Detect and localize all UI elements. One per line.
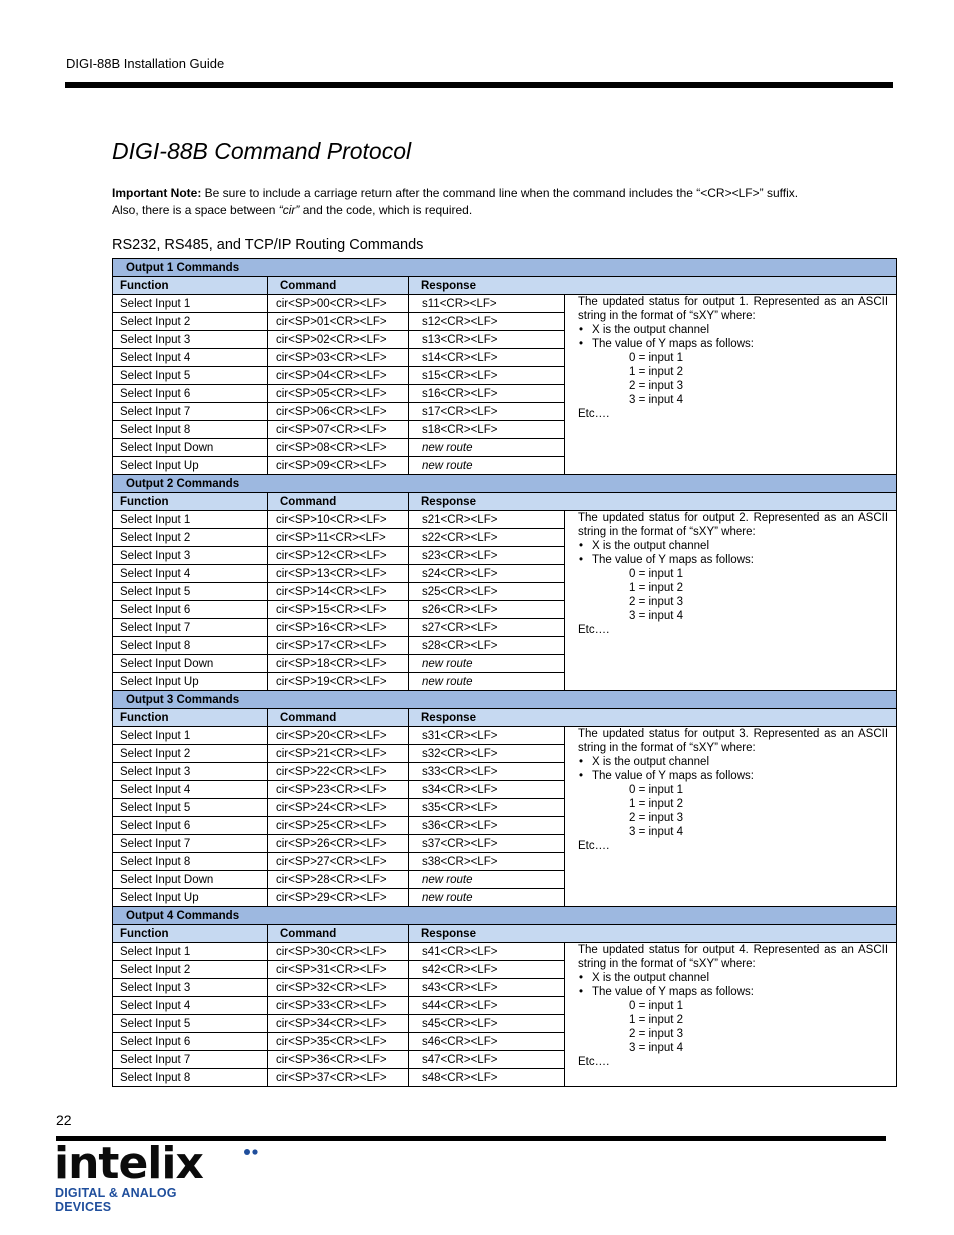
- description-map-line: 3 = input 4: [629, 610, 684, 622]
- cell-response: s47<CR><LF>: [409, 1051, 565, 1069]
- page-number: 22: [56, 1112, 72, 1128]
- cell-response: new route: [409, 457, 565, 475]
- cell-response: s45<CR><LF>: [409, 1015, 565, 1033]
- logo-wordmark: intelix: [54, 1138, 203, 1189]
- cell-response: s12<CR><LF>: [409, 313, 565, 331]
- cell-command: cir<SP>11<CR><LF>: [268, 529, 409, 547]
- section-title: Output 1 Commands: [113, 259, 897, 277]
- cell-response: s14<CR><LF>: [409, 349, 565, 367]
- routing-commands-body: [113, 259, 897, 1087]
- cell-command: cir<SP>12<CR><LF>: [268, 547, 409, 565]
- cell-function: Select Input 2: [113, 745, 268, 763]
- description-main: The updated status for output 1. Represented as an ASCII string in the format of “sXY” where:: [578, 296, 889, 322]
- cell-command: cir<SP>23<CR><LF>: [268, 781, 409, 799]
- cell-response: s23<CR><LF>: [409, 547, 565, 565]
- description-main: The updated status for output 2. Represented as an ASCII string in the format of “sXY” where:: [578, 512, 889, 538]
- cell-function: Select Input 2: [113, 313, 268, 331]
- cell-command: cir<SP>19<CR><LF>: [268, 673, 409, 691]
- note-text-2c: and the code, which is required.: [299, 203, 473, 217]
- description-map-line: 0 = input 1: [629, 784, 684, 796]
- section-header-row: [113, 259, 897, 277]
- cell-function: Select Input 7: [113, 1051, 268, 1069]
- important-note: [112, 185, 902, 219]
- cell-function: Select Input 7: [113, 619, 268, 637]
- description-map-line: 1 = input 2: [629, 582, 684, 594]
- cell-command: cir<SP>34<CR><LF>: [268, 1015, 409, 1033]
- column-header-response: Response: [409, 277, 897, 295]
- cell-function: Select Input 8: [113, 1069, 268, 1087]
- column-header-function: Function: [113, 493, 268, 511]
- description-bullet: • The value of Y maps as follows:: [578, 985, 888, 999]
- cell-response: s24<CR><LF>: [409, 565, 565, 583]
- cell-command: cir<SP>22<CR><LF>: [268, 763, 409, 781]
- cell-function: Select Input 5: [113, 1015, 268, 1033]
- cell-command: cir<SP>35<CR><LF>: [268, 1033, 409, 1051]
- description-map-line: 0 = input 1: [629, 1000, 684, 1012]
- cell-response: s46<CR><LF>: [409, 1033, 565, 1051]
- description-bullet: • X is the output channel: [578, 539, 888, 553]
- cell-command: cir<SP>17<CR><LF>: [268, 637, 409, 655]
- cell-function: Select Input 5: [113, 583, 268, 601]
- cell-response: s32<CR><LF>: [409, 745, 565, 763]
- cell-command: cir<SP>10<CR><LF>: [268, 511, 409, 529]
- description-bullet: • The value of Y maps as follows:: [578, 553, 888, 567]
- cell-response: s11<CR><LF>: [409, 295, 565, 313]
- description-bullet: • X is the output channel: [578, 971, 888, 985]
- column-header-response: Response: [409, 709, 897, 727]
- cell-function: Select Input 6: [113, 1033, 268, 1051]
- cell-command: cir<SP>26<CR><LF>: [268, 835, 409, 853]
- description-map-line: 2 = input 3: [629, 596, 684, 608]
- table-row: [113, 295, 897, 313]
- column-header-row: [113, 277, 897, 295]
- description-map-line: 3 = input 4: [629, 826, 684, 838]
- column-header-function: Function: [113, 277, 268, 295]
- cell-function: Select Input 8: [113, 853, 268, 871]
- cell-response: s26<CR><LF>: [409, 601, 565, 619]
- cell-function: Select Input 3: [113, 763, 268, 781]
- response-description: [565, 511, 897, 691]
- cell-function: Select Input 8: [113, 421, 268, 439]
- description-map-line: 1 = input 2: [629, 366, 684, 378]
- column-header-response: Response: [409, 925, 897, 943]
- cell-response: s18<CR><LF>: [409, 421, 565, 439]
- cell-function: Select Input 1: [113, 295, 268, 313]
- cell-command: cir<SP>21<CR><LF>: [268, 745, 409, 763]
- cell-command: cir<SP>31<CR><LF>: [268, 961, 409, 979]
- description-map-line: 0 = input 1: [629, 352, 684, 364]
- running-header-title: DIGI-88B Installation Guide: [66, 56, 225, 71]
- description-etc: Etc….: [578, 840, 610, 852]
- cell-response: s28<CR><LF>: [409, 637, 565, 655]
- column-header-command: Command: [268, 277, 409, 295]
- cell-command: cir<SP>15<CR><LF>: [268, 601, 409, 619]
- cell-function: Select Input 3: [113, 979, 268, 997]
- cell-command: cir<SP>25<CR><LF>: [268, 817, 409, 835]
- cell-command: cir<SP>04<CR><LF>: [268, 367, 409, 385]
- table-row: [113, 511, 897, 529]
- cell-command: cir<SP>08<CR><LF>: [268, 439, 409, 457]
- cell-response: s21<CR><LF>: [409, 511, 565, 529]
- cell-response: new route: [409, 655, 565, 673]
- description-map-line: 3 = input 4: [629, 394, 684, 406]
- cell-response: s43<CR><LF>: [409, 979, 565, 997]
- cell-response: s37<CR><LF>: [409, 835, 565, 853]
- cell-command: cir<SP>27<CR><LF>: [268, 853, 409, 871]
- column-header-command: Command: [268, 493, 409, 511]
- cell-response: s16<CR><LF>: [409, 385, 565, 403]
- cell-function: Select Input Up: [113, 673, 268, 691]
- cell-command: cir<SP>01<CR><LF>: [268, 313, 409, 331]
- cell-response: new route: [409, 889, 565, 907]
- table-row: [113, 943, 897, 961]
- cell-function: Select Input 7: [113, 835, 268, 853]
- section-title: Output 3 Commands: [113, 691, 897, 709]
- cell-command: cir<SP>37<CR><LF>: [268, 1069, 409, 1087]
- cell-command: cir<SP>02<CR><LF>: [268, 331, 409, 349]
- cell-response: s31<CR><LF>: [409, 727, 565, 745]
- cell-command: cir<SP>29<CR><LF>: [268, 889, 409, 907]
- description-map-line: 0 = input 1: [629, 568, 684, 580]
- cell-command: cir<SP>13<CR><LF>: [268, 565, 409, 583]
- cell-function: Select Input 5: [113, 367, 268, 385]
- section-subheading: RS232, RS485, and TCP/IP Routing Commands: [112, 237, 424, 253]
- cell-function: Select Input 2: [113, 961, 268, 979]
- cell-command: cir<SP>06<CR><LF>: [268, 403, 409, 421]
- cell-command: cir<SP>18<CR><LF>: [268, 655, 409, 673]
- cell-response: s42<CR><LF>: [409, 961, 565, 979]
- description-bullet: • X is the output channel: [578, 755, 888, 769]
- cell-function: Select Input 3: [113, 547, 268, 565]
- description-map-line: 3 = input 4: [629, 1042, 684, 1054]
- cell-command: cir<SP>05<CR><LF>: [268, 385, 409, 403]
- description-map-line: 1 = input 2: [629, 1014, 684, 1026]
- cell-command: cir<SP>14<CR><LF>: [268, 583, 409, 601]
- intelix-logo: [54, 1138, 234, 1214]
- header-rule: [65, 82, 893, 88]
- logo-tagline: DIGITAL & ANALOG DEVICES: [55, 1186, 177, 1214]
- cell-command: cir<SP>30<CR><LF>: [268, 943, 409, 961]
- cell-function: Select Input 4: [113, 781, 268, 799]
- cell-function: Select Input Down: [113, 439, 268, 457]
- cell-command: cir<SP>07<CR><LF>: [268, 421, 409, 439]
- cell-response: s48<CR><LF>: [409, 1069, 565, 1087]
- description-bullet: • The value of Y maps as follows:: [578, 769, 888, 783]
- cell-function: Select Input Down: [113, 871, 268, 889]
- cell-command: cir<SP>36<CR><LF>: [268, 1051, 409, 1069]
- cell-function: Select Input 4: [113, 349, 268, 367]
- cell-response: new route: [409, 673, 565, 691]
- section-header-row: [113, 475, 897, 493]
- description-map-line: 2 = input 3: [629, 1028, 684, 1040]
- cell-response: s33<CR><LF>: [409, 763, 565, 781]
- column-header-function: Function: [113, 925, 268, 943]
- cell-function: Select Input 5: [113, 799, 268, 817]
- cell-response: s17<CR><LF>: [409, 403, 565, 421]
- cell-function: Select Input Up: [113, 889, 268, 907]
- cell-response: s34<CR><LF>: [409, 781, 565, 799]
- note-text-2b: “cir”: [278, 203, 300, 217]
- logo-dots-icon: [243, 1148, 273, 1162]
- cell-response: s38<CR><LF>: [409, 853, 565, 871]
- cell-function: Select Input 6: [113, 817, 268, 835]
- cell-response: new route: [409, 439, 565, 457]
- description-etc: Etc….: [578, 408, 610, 420]
- description-bullet: • The value of Y maps as follows:: [578, 337, 888, 351]
- column-header-command: Command: [268, 925, 409, 943]
- note-text-2a: Also, there is a space between: [112, 203, 279, 217]
- cell-command: cir<SP>00<CR><LF>: [268, 295, 409, 313]
- description-etc: Etc….: [578, 624, 610, 636]
- column-header-response: Response: [409, 493, 897, 511]
- column-header-function: Function: [113, 709, 268, 727]
- cell-function: Select Input 4: [113, 565, 268, 583]
- cell-command: cir<SP>28<CR><LF>: [268, 871, 409, 889]
- page-title: DIGI-88B Command Protocol: [112, 138, 412, 164]
- cell-command: cir<SP>16<CR><LF>: [268, 619, 409, 637]
- cell-function: Select Input 6: [113, 385, 268, 403]
- cell-function: Select Input 2: [113, 529, 268, 547]
- cell-command: cir<SP>20<CR><LF>: [268, 727, 409, 745]
- note-label: Important Note:: [112, 186, 202, 200]
- cell-command: cir<SP>33<CR><LF>: [268, 997, 409, 1015]
- response-description: [565, 943, 897, 1087]
- description-map-line: 1 = input 2: [629, 798, 684, 810]
- note-text-1: Be sure to include a carriage return after the command line when the command includes the “<CR><LF>” suffix.: [201, 186, 799, 200]
- description-bullet: • X is the output channel: [578, 323, 888, 337]
- cell-response: s41<CR><LF>: [409, 943, 565, 961]
- description-main: The updated status for output 3. Represented as an ASCII string in the format of “sXY” where:: [578, 728, 889, 754]
- column-header-row: [113, 925, 897, 943]
- column-header-row: [113, 493, 897, 511]
- cell-command: cir<SP>32<CR><LF>: [268, 979, 409, 997]
- cell-function: Select Input 8: [113, 637, 268, 655]
- column-header-row: [113, 709, 897, 727]
- column-header-command: Command: [268, 709, 409, 727]
- cell-function: Select Input 7: [113, 403, 268, 421]
- cell-response: s44<CR><LF>: [409, 997, 565, 1015]
- cell-function: Select Input 4: [113, 997, 268, 1015]
- cell-function: Select Input 1: [113, 943, 268, 961]
- table-row: [113, 727, 897, 745]
- description-map-line: 2 = input 3: [629, 812, 684, 824]
- response-description: [565, 295, 897, 475]
- cell-response: s25<CR><LF>: [409, 583, 565, 601]
- cell-response: s13<CR><LF>: [409, 331, 565, 349]
- cell-function: Select Input Down: [113, 655, 268, 673]
- cell-function: Select Input 6: [113, 601, 268, 619]
- section-title: Output 4 Commands: [113, 907, 897, 925]
- cell-response: s35<CR><LF>: [409, 799, 565, 817]
- description-map-line: 2 = input 3: [629, 380, 684, 392]
- cell-command: cir<SP>24<CR><LF>: [268, 799, 409, 817]
- cell-response: s22<CR><LF>: [409, 529, 565, 547]
- cell-function: Select Input 1: [113, 727, 268, 745]
- routing-commands-table: [112, 258, 897, 1087]
- cell-command: cir<SP>09<CR><LF>: [268, 457, 409, 475]
- cell-response: s36<CR><LF>: [409, 817, 565, 835]
- cell-response: s15<CR><LF>: [409, 367, 565, 385]
- description-etc: Etc….: [578, 1056, 610, 1068]
- cell-response: new route: [409, 871, 565, 889]
- description-main: The updated status for output 4. Represented as an ASCII string in the format of “sXY” where:: [578, 944, 889, 970]
- section-header-row: [113, 907, 897, 925]
- cell-function: Select Input Up: [113, 457, 268, 475]
- cell-response: s27<CR><LF>: [409, 619, 565, 637]
- section-title: Output 2 Commands: [113, 475, 897, 493]
- section-header-row: [113, 691, 897, 709]
- cell-function: Select Input 1: [113, 511, 268, 529]
- cell-function: Select Input 3: [113, 331, 268, 349]
- response-description: [565, 727, 897, 907]
- cell-command: cir<SP>03<CR><LF>: [268, 349, 409, 367]
